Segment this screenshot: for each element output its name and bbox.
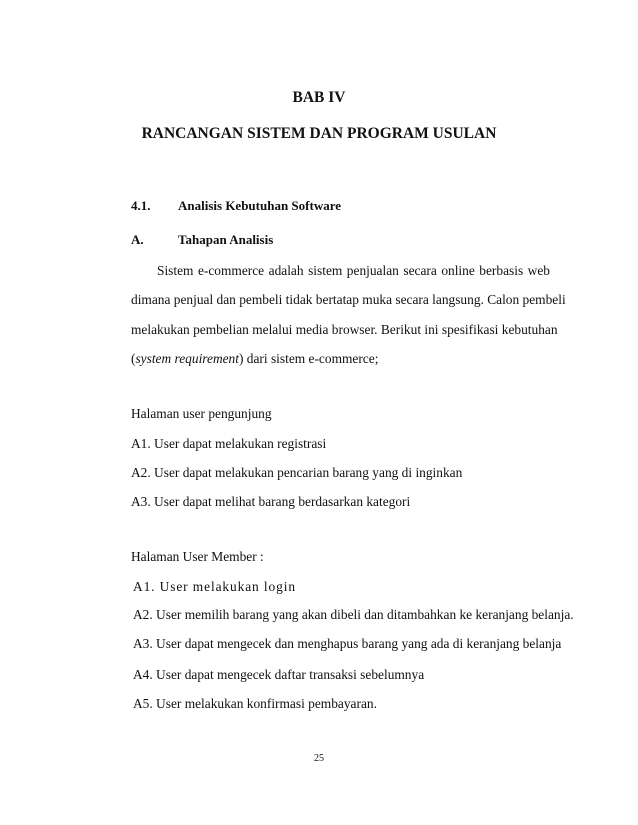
- paragraph-line-3: melakukan pembelian melalui media browser. Berikut ini spesifikasi kebutuhan: [131, 322, 558, 337]
- subsection-title: Tahapan Analisis: [178, 232, 274, 247]
- chapter-title: RANCANGAN SISTEM DAN PROGRAM USULAN: [141, 125, 497, 142]
- section-number: 4.1.: [131, 198, 151, 213]
- section-title: Analisis Kebutuhan Software: [178, 198, 342, 213]
- paragraph-line-4: [131, 351, 378, 367]
- paragraph-line-4-rest: ) dari sistem e-commerce;: [238, 351, 379, 366]
- paragraph-line-1: Sistem e-commerce adalah sistem penjualan secara online berbasis web: [157, 263, 550, 278]
- member-item-a1: A1. User melakukan login: [133, 579, 296, 594]
- paragraph-line-2: dimana penjual dan pembeli tidak bertatap muka secara langsung. Calon pembeli: [131, 292, 566, 307]
- visitor-item-a1: A1. User dapat melakukan registrasi: [131, 436, 327, 451]
- member-item-a5: A5. User melakukan konfirmasi pembayaran.: [133, 696, 377, 711]
- chapter-heading: BAB IV: [292, 89, 346, 106]
- visitor-item-a3: A3. User dapat melihat barang berdasarkan kategori: [131, 494, 411, 509]
- page-number: 25: [314, 753, 324, 764]
- subsection-letter: A.: [131, 232, 144, 247]
- paren-open: (: [131, 351, 136, 366]
- member-item-a4: A4. User dapat mengecek daftar transaksi sebelumnya: [133, 667, 425, 682]
- member-item-a2: A2. User memilih barang yang akan dibeli dan ditambahkan ke keranjang belanja.: [133, 607, 574, 622]
- member-heading: Halaman User Member :: [131, 549, 264, 564]
- visitor-heading: Halaman user pengunjung: [131, 406, 272, 421]
- visitor-item-a2: A2. User dapat melakukan pencarian barang yang di inginkan: [131, 465, 463, 480]
- system-requirement-term: system requirement: [135, 351, 239, 366]
- member-item-a3: A3. User dapat mengecek dan menghapus barang yang ada di keranjang belanja: [133, 636, 562, 651]
